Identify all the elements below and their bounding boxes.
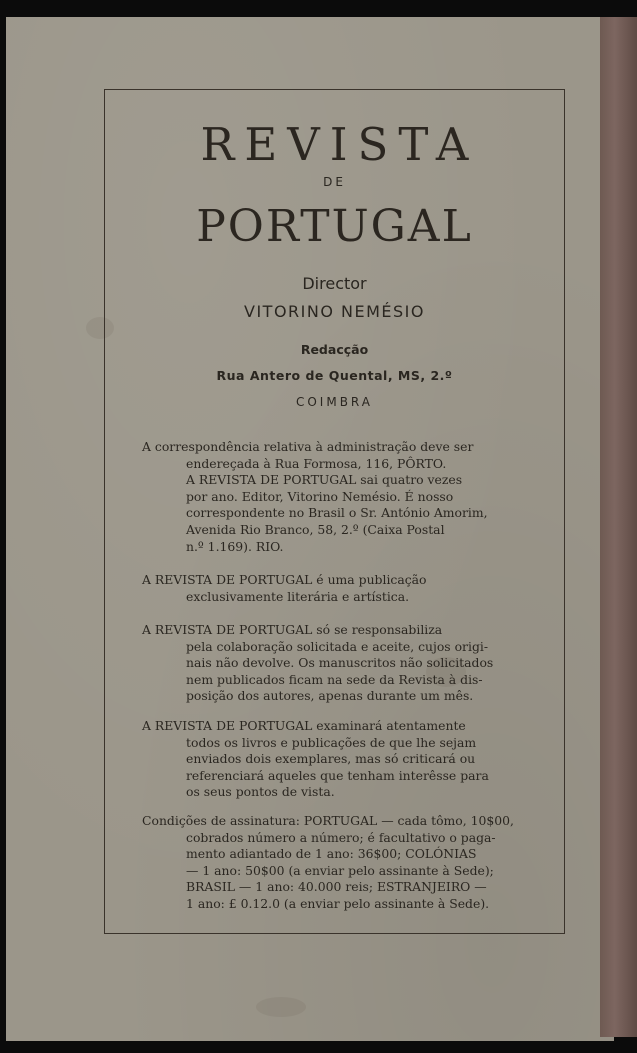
title-page-frame xyxy=(104,89,565,934)
paragraph-line: nais não devolve. Os manuscritos não solicitados xyxy=(186,655,494,671)
paragraph-publication-scope xyxy=(142,572,532,605)
paragraph-line: A REVISTA DE PORTUGAL examinará atentamente xyxy=(142,718,466,733)
paragraph-line: nem publicados ficam na sede da Revista à dis- xyxy=(186,671,483,687)
paragraph-line: correspondente no Brasil o Sr. António Amorim, xyxy=(186,505,488,521)
paragraph-line: A correspondência relativa à administração deve ser xyxy=(142,439,474,454)
paragraph-line: Condições de assinatura: PORTUGAL — cada tômo, 10$00, xyxy=(142,813,514,828)
title-portugal: PORTUGAL xyxy=(196,201,473,252)
director-label: Director xyxy=(302,274,367,293)
paragraph-line: — 1 ano: 50$00 (a enviar pelo assinante à Sede); xyxy=(186,862,494,878)
paragraph-line: posição dos autores, apenas durante um mês. xyxy=(186,688,474,704)
paragraph-line: A REVISTA DE PORTUGAL sai quatro vezes xyxy=(186,472,463,488)
redaccao-address: Rua Antero de Quental, MS, 2.º xyxy=(216,368,453,383)
paragraph-subscription xyxy=(142,813,532,913)
paragraph-line: enviados dois exemplares, mas só criticará ou xyxy=(186,751,476,767)
paragraph-reviews xyxy=(142,718,532,801)
paragraph-line: endereçada à Rua Formosa, 116, PÔRTO. xyxy=(186,455,447,471)
paragraph-line: 1 ano: £ 0.12.0 (a enviar pelo assinante à Sede). xyxy=(186,895,490,911)
title-revista: REVISTA xyxy=(200,118,479,171)
paragraph-line: cobrados número a número; é facultativo o paga- xyxy=(186,829,496,845)
paragraph-line: Avenida Rio Branco, 58, 2.º (Caixa Postal xyxy=(186,521,445,537)
paragraph-line: todos os livros e publicações de que lhe sejam xyxy=(186,734,477,750)
paragraph-line: por ano. Editor, Vitorino Nemésio. É nosso xyxy=(186,488,454,504)
paragraph-line: referenciará aqueles que tenham interêsse para xyxy=(186,767,489,783)
paragraph-line: exclusivamente literária e artística. xyxy=(186,588,410,604)
paragraph-line: A REVISTA DE PORTUGAL só se responsabiliza xyxy=(142,622,443,637)
book-spine-edge xyxy=(600,17,637,1037)
paragraph-line: os seus pontos de vista. xyxy=(186,784,335,800)
paper-stain xyxy=(256,997,306,1017)
paragraph-line: BRASIL — 1 ano: 40.000 reis; ESTRANJEIRO — xyxy=(186,879,487,895)
title-de: DE xyxy=(323,175,346,189)
paragraph-line: pela colaboração solicitada e aceite, cujos origi- xyxy=(186,638,489,654)
paragraph-line: mento adiantado de 1 ano: 36$00; COLÓNIAS xyxy=(186,846,477,862)
paragraph-line: A REVISTA DE PORTUGAL é uma publicação xyxy=(142,572,427,587)
redaccao-label: Redacção xyxy=(300,342,369,357)
redaccao-city: COIMBRA xyxy=(295,395,373,409)
paragraph-responsibility xyxy=(142,622,532,705)
paragraph-line: n.º 1.169). RIO. xyxy=(186,538,284,554)
director-name: VITORINO NEMÉSIO xyxy=(244,302,425,321)
paragraph-correspondence xyxy=(142,439,532,555)
